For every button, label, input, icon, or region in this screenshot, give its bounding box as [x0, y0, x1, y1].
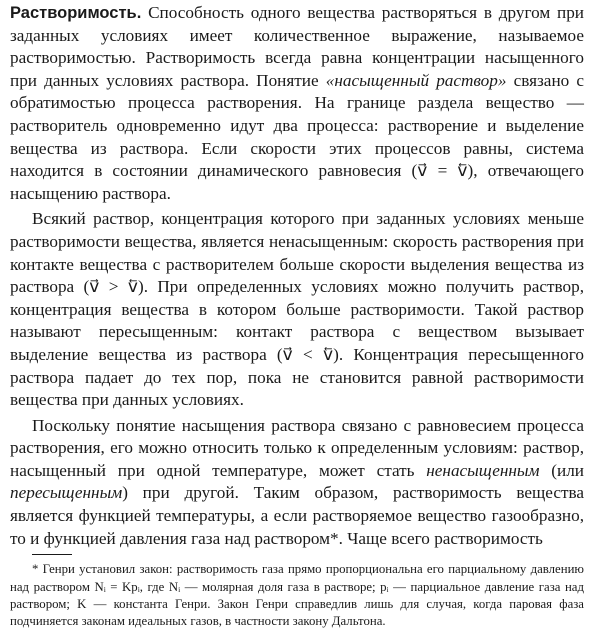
paragraph-unsaturated-supersaturated — [10, 208, 584, 411]
paragraph-temperature-dependence — [10, 415, 584, 551]
paragraph3-emphasis-unsaturated: ненасыщенным — [426, 460, 540, 480]
document-page — [10, 2, 584, 631]
paragraph3-text-c: ) при другой. Таким образом, растворимость вещества является функцией температуры, а если растворяемое вещество газообразно, то и функцией давления газа над раствором*. Чаще всего растворимость — [10, 483, 584, 548]
paragraph3-text-a: Поскольку понятие насыщения раствора связано с равновесием процесса растворения, его можно относить только к определенным условиям: раствор, насыщенный при одной температуре, может стать — [10, 415, 584, 480]
paragraph3-text-b: (или — [539, 460, 584, 480]
paragraph1-emphasis-saturated-solution: «насыщенный раствор» — [325, 70, 507, 90]
paragraph3-emphasis-supersaturated: пересыщенным — [10, 483, 123, 503]
footnote-henry-law: * Генри установил закон: растворимость газа прямо пропорциональна его парциальному давлению над раствором Nᵢ = Kpᵢ, где Nᵢ — молярная доля газа в растворе; pᵢ — парциальное давление газа над раствором; K — константа Генри. Закон Генри справедлив лишь для случая, когда паровая фаза подчиняется законам идеальных газов, в частности закону Дальтона. — [10, 562, 584, 629]
footnote-divider — [32, 554, 72, 555]
paragraph1-text-b: связано с обратимостью процесса растворения. На границе раздела вещество — растворитель одновременно идут два процесса: растворение и выделение вещества из раствора. Если скорости этих процессов равны, система находится в состоянии динамического равновесия (v⃗ = v⃖), отвечающего насыщению раствора. — [10, 70, 585, 203]
term-solubility: Растворимость. — [10, 4, 142, 22]
paragraph2-text-a: Всякий раствор, концентрация которого при заданных условиях меньше растворимости вещества, является ненасыщенным: скорость растворения при контакте вещества с растворителем больше скорости выделения вещества из раствора (v⃗ > v⃖). При определенных условиях можно получить раствор, концентрация вещества в котором больше растворимости. Такой раствор называют пересыщенным: контакт раствора с веществом вызывает выделение вещества из раствора (v⃗ < v⃖). Концентрация пересыщенного раствора падает до тех пор, пока не становится равной растворимости вещества при данных условиях. — [10, 209, 584, 410]
paragraph1-text-a: Способность одного вещества растворяться в другом при заданных условиях имеет количественное выражение, называемое растворимостью. Растворимость всегда равна концентрации насыщенного при данных условиях раствора. Понятие — [10, 3, 584, 90]
paragraph-solubility-definition — [10, 2, 584, 205]
